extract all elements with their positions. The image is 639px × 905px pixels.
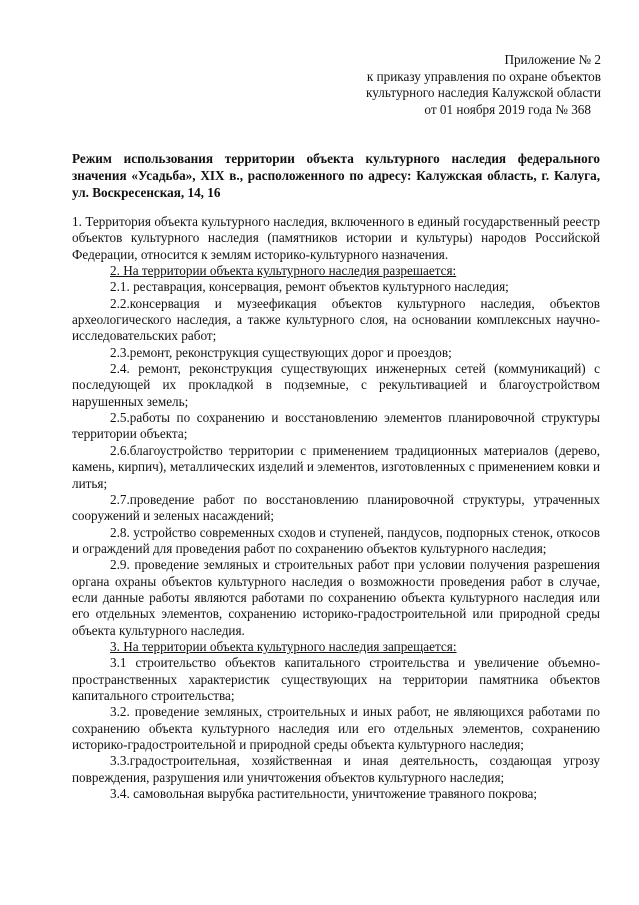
item-2-7: 2.7.проведение работ по восстановлению планировочной структуры, утраченных сооружений и зеленых насаждений; bbox=[72, 491, 600, 524]
item-2-1: 2.1. реставрация, консервация, ремонт объектов культурного наследия; bbox=[110, 279, 509, 295]
section-3-heading-text: 3. На территории объекта культурного наследия запрещается: bbox=[110, 638, 457, 654]
item-3-4: 3.4. самовольная вырубка растительности, уничтожение травяного покрова; bbox=[110, 786, 538, 802]
appendix-authority: культурного наследия Калужской области bbox=[366, 85, 601, 101]
document-title: Режим использования территории объекта культурного наследия федерального значения «Усадьба», XIX в., расположенного по адресу: Калужская область, г. Калуга, ул. Воскресенская, 14, 16 bbox=[72, 151, 600, 200]
appendix-order-ref: к приказу управления по охране объектов bbox=[366, 68, 601, 84]
section-2-heading-text: 2. На территории объекта культурного наследия разрешается: bbox=[110, 263, 457, 279]
item-2-9: 2.9. проведение земляных и строительных работ при условии получения разрешения органа охраны объектов культурного наследия о возможности проведения работ в случае, если данные работы являются работами по сохранению объекта культурного наследия или его отдельных элементов, сохранению историко-градостроительной или природной среды объекта культурного наследия. bbox=[72, 557, 600, 638]
item-2-3: 2.3.ремонт, реконструкция существующих дорог и проездов; bbox=[110, 344, 452, 360]
item-2-4: 2.4. ремонт, реконструкция существующих инженерных сетей (коммуникаций) с последующей их прокладкой в подземные, с рекультивацией и благоустройством нарушенных земель; bbox=[72, 361, 600, 409]
section-3-heading bbox=[72, 639, 600, 655]
item-3-2: 3.2. проведение земляных, строительных и иных работ, не являющихся работами по сохранению объекта культурного наследия или его отдельных элементов, сохранению историко-градостроительной и природной среды объекта культурного наследия; bbox=[72, 704, 600, 752]
section-2-heading bbox=[72, 263, 600, 279]
appendix-date: от 01 ноября 2019 года № 368 bbox=[424, 101, 591, 117]
item-2-2: 2.2.консервация и музеефикация объектов культурного наследия, объектов археологического наследия, а также культурного слоя, на основании комплексных научно-исследовательских работ; bbox=[72, 295, 600, 344]
appendix-header bbox=[366, 52, 601, 118]
document-body bbox=[72, 214, 600, 802]
appendix-number: Приложение № 2 bbox=[504, 52, 601, 67]
item-2-5: 2.5.работы по сохранению и восстановлению элементов планировочной структуры территории объекта; bbox=[72, 410, 600, 442]
item-3-1: 3.1 строительство объектов капитального строительства и увеличение объемно-пространственных характеристик существующих на территории памятника объектов капитального строительства; bbox=[72, 655, 600, 703]
paragraph-1: 1. Территория объекта культурного наследия, включенного в единый государственный реестр объектов культурного наследия (памятников истории и культуры) народов Российской Федерации, относится к землям историко-культурного назначения. bbox=[72, 214, 600, 262]
item-2-6: 2.6.благоустройство территории с применением традиционных материалов (дерево, камень, кирпич), металлических изделий и элементов, изготовленных с применением ковки и литья; bbox=[72, 442, 600, 491]
item-2-8: 2.8. устройство современных сходов и ступеней, пандусов, подпорных стенок, откосов и ограждений для проведения работ по сохранению объектов культурного наследия; bbox=[72, 524, 600, 556]
item-3-3: 3.3.градостроительная, хозяйственная и иная деятельность, создающая угрозу повреждения, разрушения или уничтожения объектов культурного наследия; bbox=[72, 753, 600, 785]
